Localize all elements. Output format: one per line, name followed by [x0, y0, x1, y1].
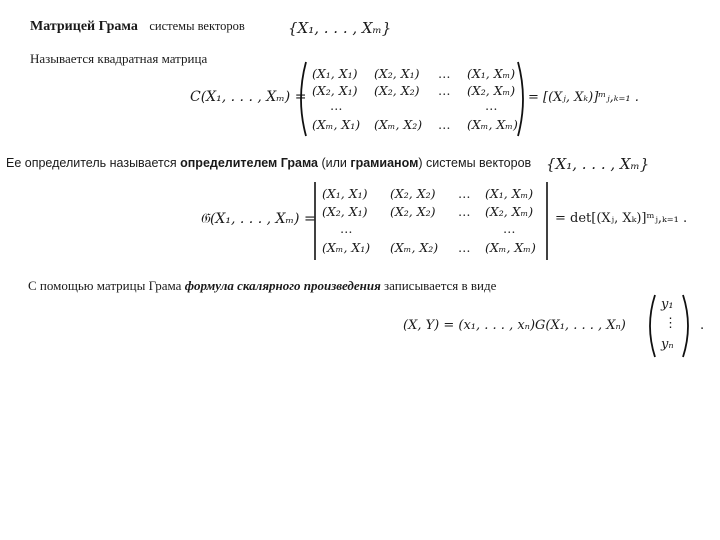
definition-text: Ее определитель называется [6, 156, 181, 170]
m1-cell: (X₂, X₁) [312, 83, 358, 98]
determinant-definition-line [6, 156, 531, 170]
m2-cell: (Xₘ, Xₘ) [485, 240, 536, 255]
gram-matrix-rhs: = [(Xⱼ, Xₖ)]ᵐⱼ,ₖ₌₁ . [528, 90, 639, 105]
m2-cell: (X₂, Xₘ) [485, 204, 534, 219]
m1-cell: … [438, 83, 451, 98]
m2-cell: (Xₘ, X₂) [390, 240, 439, 255]
m2-cell: (X₂, X₁) [322, 204, 368, 219]
definition-text: ) системы векторов [418, 156, 532, 170]
m2-cell: (X₂, X₂) [390, 186, 436, 201]
m2-cell: (X₁, X₁) [322, 186, 368, 201]
m1-cell: (X₁, Xₘ) [467, 66, 516, 81]
column-left-paren [645, 293, 657, 359]
m1-cell: (Xₘ, Xₘ) [467, 117, 518, 132]
m1-cell: … [330, 98, 343, 113]
vector-system-1: {X₁, . . . , Xₘ} [288, 19, 392, 37]
column-vector-cell: ⋮ [664, 316, 677, 331]
m1-cell: … [438, 66, 451, 81]
determinant-right-bar [545, 182, 549, 260]
m2-cell: (X₂, X₂) [390, 204, 436, 219]
scalar-product-formula: (X, Y) = (x₁, . . . , xₙ)G(X₁, . . . , Xₙ) [403, 318, 626, 333]
m2-cell: (X₁, Xₘ) [485, 186, 534, 201]
formula-end-period: . [700, 318, 705, 333]
gram-matrix-definition-line [30, 19, 245, 35]
m1-cell: (X₂, X₁) [374, 66, 420, 81]
m1-cell: (X₂, Xₘ) [467, 83, 516, 98]
m2-cell: … [503, 221, 516, 236]
m2-cell: … [458, 186, 471, 201]
gramian-term: грамианом [350, 156, 419, 170]
column-vector-cell: yₙ [661, 337, 674, 352]
definition-text: (или [318, 156, 351, 170]
matrix1-left-paren [296, 60, 308, 138]
m2-cell: … [458, 240, 471, 255]
gram-matrix-term: Матрицей Грама [30, 19, 138, 34]
vector-system-2: {X₁, . . . , Xₘ} [546, 155, 650, 173]
m2-cell: … [458, 204, 471, 219]
m1-cell: (Xₘ, X₁) [312, 117, 361, 132]
gram-determinant-rhs: = det[(Xⱼ, Xₖ)]ᵐⱼ,ₖ₌₁ . [555, 211, 688, 226]
gram-matrix-lhs: C(X₁, . . . , Xₘ) = [190, 89, 307, 105]
column-right-paren [681, 293, 693, 359]
scalar-product-line [28, 278, 496, 294]
m2-cell: … [340, 221, 353, 236]
m2-cell: (Xₘ, X₁) [322, 240, 371, 255]
determinant-left-bar [313, 182, 317, 260]
m1-cell: … [438, 117, 451, 132]
column-vector-cell: y₁ [661, 297, 674, 312]
definition-text: системы векторов [149, 19, 245, 33]
m1-cell: (Xₘ, X₂) [374, 117, 423, 132]
gram-determinant-lhs: 𝔊(X₁, . . . , Xₘ) = [200, 211, 316, 227]
m1-cell: (X₂, X₂) [374, 83, 420, 98]
m1-cell: … [485, 98, 498, 113]
subtitle-text: Называется квадратная матрица [30, 51, 208, 66]
scalar-product-term: формула скалярного произведения [184, 278, 381, 293]
definition-text: С помощью матрицы Грама [28, 278, 185, 293]
m1-cell: (X₁, X₁) [312, 66, 358, 81]
gram-determinant-term: определителем Грама [180, 156, 318, 170]
definition-text: записывается в виде [380, 278, 497, 293]
